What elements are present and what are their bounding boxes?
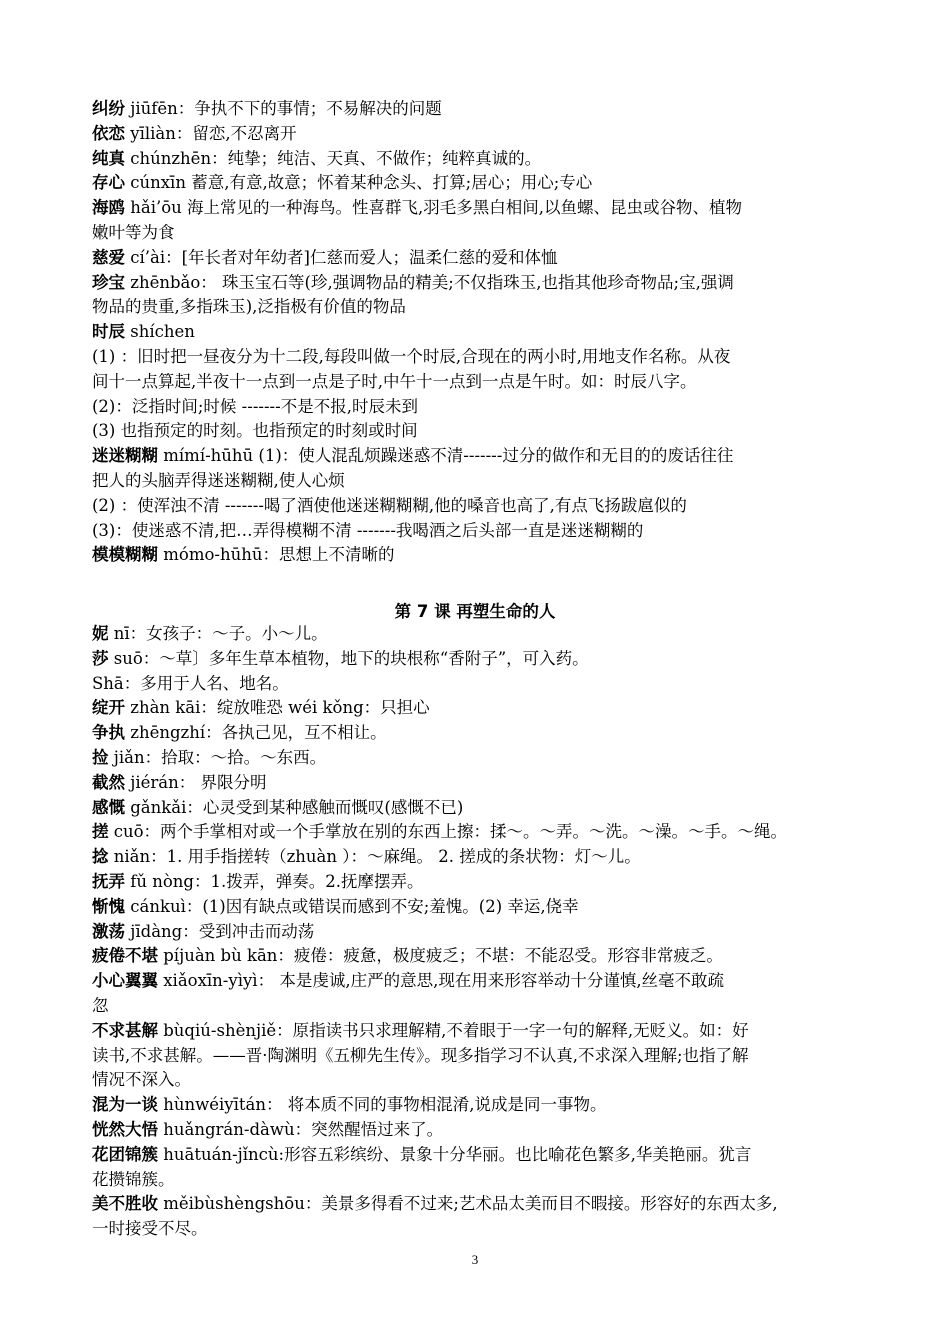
entry-line: [92, 1093, 872, 1118]
entry-text: (3)：使迷惑不清,把…弄得模糊不清 -------我喝酒之后头部一直是迷迷糊糊的: [92, 520, 644, 540]
entry-text: mímí-hūhū (1)：使人混乱烦躁迷惑不清-------过分的做作和无目的的废话往往: [158, 446, 734, 466]
entry-line: [92, 969, 872, 994]
entry-line: [92, 1143, 872, 1168]
entry-term: 激荡: [92, 921, 125, 941]
entry-line: [92, 1044, 872, 1069]
entry-term: 珍宝: [92, 272, 125, 292]
entry-text: 一时接受不尽。: [92, 1219, 208, 1239]
entry-text: 把人的头脑弄得迷迷糊糊,使人心烦: [92, 470, 345, 490]
entry-line: [92, 1168, 872, 1193]
entry-line: [92, 543, 872, 568]
entry-text: jiǎn：拾取：～拾。～东西。: [108, 747, 327, 767]
entry-text: zhēngzhí：各执己见，互不相让。: [125, 723, 387, 743]
entry-line: [92, 1217, 872, 1242]
entry-line: [92, 196, 872, 221]
entry-text: yīliàn：留恋,不忍离开: [125, 123, 297, 143]
entry-text: zhàn kāi：绽放唯恐 wéi kǒng：只担心: [125, 698, 430, 718]
entry-line: [92, 494, 872, 519]
entry-line: [92, 345, 872, 370]
entry-line: [92, 721, 872, 746]
entry-term: 美不胜收: [92, 1194, 158, 1214]
entry-text: 情况不深入。: [92, 1070, 191, 1090]
entry-line: [92, 395, 872, 420]
entry-line: [92, 994, 872, 1019]
entry-term: 截然: [92, 772, 125, 792]
entry-term: 时辰: [92, 322, 125, 342]
entry-term: 绽开: [92, 698, 125, 718]
entry-term: 疲倦不堪: [92, 946, 158, 966]
entry-text: 间十一点算起,半夜十一点到一点是子时,中午十一点到一点是午时。如：时辰八字。: [92, 371, 697, 391]
lesson-title: 第 7 课 再塑生命的人: [394, 602, 556, 621]
entry-line: [92, 746, 872, 771]
entry-line: [92, 320, 872, 345]
entry-term: 模模糊糊: [92, 545, 158, 565]
entry-term: 花团锦簇: [92, 1144, 158, 1164]
entry-text: shíchen: [125, 322, 195, 342]
entry-term: 妮: [92, 624, 109, 643]
entry-term: 搓: [92, 822, 109, 842]
entry-term: 恍然大悟: [92, 1119, 158, 1139]
entry-term: 感慨: [92, 797, 125, 817]
entry-term: 不求甚解: [92, 1020, 158, 1040]
entry-term: 莎: [92, 648, 109, 668]
entry-text: hǎi’ōu 海上常见的一种海鸟。性喜群飞,羽毛多黑白相间,以鱼螺、昆虫或谷物、植物: [125, 198, 743, 218]
entry-line: [92, 796, 872, 821]
entry-line: [92, 647, 872, 672]
entry-line: [92, 1192, 872, 1217]
entry-line: [92, 1118, 872, 1143]
entry-term: 争执: [92, 723, 125, 743]
entry-text: 嫩叶等为食: [92, 222, 175, 242]
entry-text: cánkuì：(1)因有缺点或错误而感到不安;羞愧。(2) 幸运,侥幸: [125, 896, 579, 916]
entry-text: 物品的贵重,多指珠玉),泛指极有价值的物品: [92, 297, 406, 317]
entry-text: suō：～草〕多年生草本植物，地下的块根称“香附子”，可入药。: [108, 648, 589, 668]
entry-text: jiérán： 界限分明: [125, 772, 267, 792]
entry-text: fǔ nòng：1.拨弄，弹奏。2.抚摩摆弄。: [125, 871, 424, 891]
entry-text: (2) ：使浑浊不清 -------喝了酒使他迷迷糊糊糊,他的嗓音也高了,有点飞扬跋扈似的: [92, 495, 687, 515]
entry-text: mómo-hūhū：思想上不清晰的: [158, 545, 395, 565]
entry-text: chúnzhēn：纯挚；纯洁、天真、不做作；纯粹真诚的。: [125, 148, 542, 168]
entry-line: [92, 1019, 872, 1044]
entry-line: [92, 171, 872, 196]
entry-line: [92, 444, 872, 469]
entry-line: [92, 97, 872, 122]
entry-text: bùqiú-shènjiě：原指读书只求理解精,不着眼于一字一句的解释,无贬义。如：好: [158, 1020, 749, 1040]
entry-text: zhēnbǎo： 珠玉宝石等(珍,强调物品的精美;不仅指珠玉,也指其他珍奇物品;宝,强调: [125, 272, 734, 292]
entry-text: hùnwéiyītán： 将本质不同的事物相混淆,说成是同一事物。: [158, 1095, 607, 1115]
entry-text: huǎngrán-dàwù：突然醒悟过来了。: [158, 1119, 444, 1139]
entry-line: [92, 895, 872, 920]
entry-text: jīdàng：受到冲击而动荡: [125, 921, 315, 941]
entry-line: [92, 246, 872, 271]
entry-line: [92, 122, 872, 147]
entry-line: [92, 696, 872, 721]
entry-line: [92, 419, 872, 444]
entry-line: [92, 519, 872, 544]
vocabulary-list-top: [92, 97, 872, 568]
entry-line: [92, 771, 872, 796]
entry-line: [92, 147, 872, 172]
entry-term: 抚弄: [92, 871, 125, 891]
entry-line: [92, 845, 872, 870]
page-number: 3: [471, 1252, 479, 1267]
entry-line: [92, 672, 872, 697]
entry-term: 惭愧: [92, 896, 125, 916]
entry-line: [92, 944, 872, 969]
entry-line: [92, 469, 872, 494]
entry-text: píjuàn bù kān：疲倦：疲惫，极度疲乏；不堪：不能忍受。形容非常疲乏。: [158, 946, 723, 966]
entry-line: [92, 1068, 872, 1093]
entry-line: [92, 295, 872, 320]
entry-text: huātuán-jǐncù:形容五彩缤纷、景象十分华丽。也比喻花色繁多,华美艳丽。犹言: [158, 1144, 752, 1164]
entry-text: cuō：两个手掌相对或一个手掌放在别的东西上擦：揉～。～弄。～洗。～澡。～手。～绳。: [108, 822, 788, 842]
entry-line: [92, 622, 872, 647]
entry-text: (1) ：旧时把一昼夜分为十二段,每段叫做一个时辰,合现在的两小时,用地支作名称。从夜: [92, 346, 731, 366]
entry-text: xiǎoxīn-yìyì： 本是虔诚,庄严的意思,现在用来形容举动十分谨慎,丝毫不敢疏: [158, 971, 725, 991]
entry-term: 混为一谈: [92, 1095, 158, 1115]
vocabulary-list-bottom: [92, 622, 872, 1242]
entry-term: 迷迷糊糊: [92, 446, 158, 466]
entry-text: 花攒锦簇。: [92, 1169, 175, 1189]
entry-text: jiūfēn：争执不下的事情；不易解决的问题: [125, 99, 442, 118]
entry-term: 依恋: [92, 123, 125, 143]
entry-term: 小心翼翼: [92, 971, 158, 991]
entry-term: 海鸥: [92, 198, 125, 218]
entry-line: [92, 221, 872, 246]
entry-term: 捡: [92, 747, 109, 767]
entry-term: 纠纷: [92, 99, 125, 118]
entry-text: 读书,不求甚解。——晋·陶渊明《五柳先生传》。现多指学习不认真,不求深入理解;也指了解: [92, 1045, 749, 1065]
entry-line: [92, 920, 872, 945]
entry-text: Shā：多用于人名、地名。: [92, 673, 289, 693]
entry-line: [92, 271, 872, 296]
entry-line: [92, 370, 872, 395]
entry-text: nī：女孩子：～子。小～儿。: [108, 624, 328, 643]
entry-term: 慈爱: [92, 247, 125, 267]
entry-term: 捻: [92, 847, 109, 867]
entry-text: gǎnkǎi：心灵受到某种感触而慨叹(感慨不已): [125, 797, 464, 817]
entry-line: [92, 870, 872, 895]
entry-text: (2)：泛指时间;时候 -------不是不报,时辰未到: [92, 396, 418, 416]
entry-text: niǎn：1. 用手指搓转（zhuàn ）：～麻绳。 2. 搓成的条状物：灯～儿。: [108, 847, 641, 867]
entry-term: 纯真: [92, 148, 125, 168]
entry-line: [92, 820, 872, 845]
entry-text: (3) 也指预定的时刻。也指预定的时刻或时间: [92, 421, 418, 441]
entry-term: 存心: [92, 173, 125, 193]
entry-text: 忽: [92, 995, 109, 1015]
entry-text: cúnxīn 蓄意,有意,故意；怀着某种念头、打算;居心；用心;专心: [125, 173, 593, 193]
entry-text: cí’ài：[年长者对年幼者]仁慈而爱人；温柔仁慈的爱和体恤: [125, 247, 558, 267]
entry-text: měibùshèngshōu：美景多得看不过来;艺术品太美而目不暇接。形容好的东西太多,: [158, 1194, 778, 1214]
